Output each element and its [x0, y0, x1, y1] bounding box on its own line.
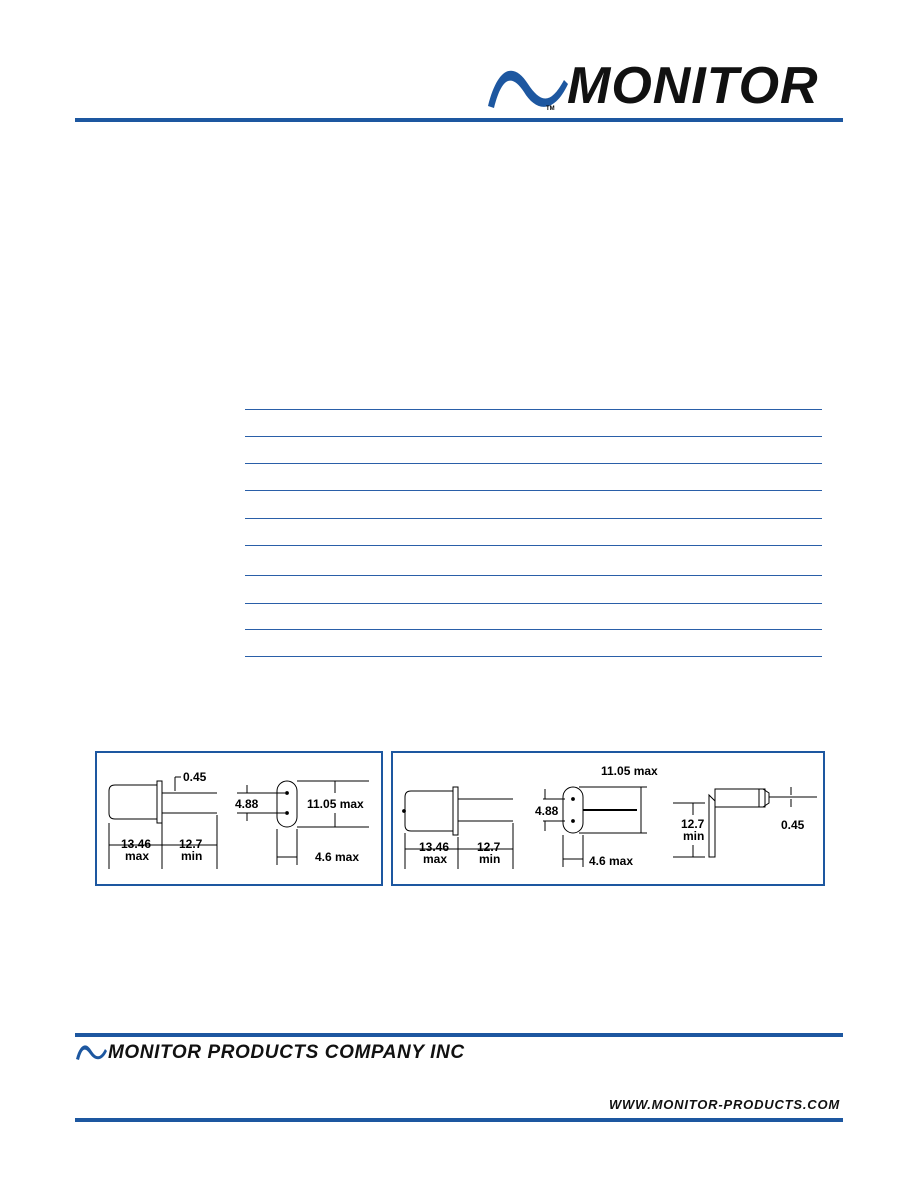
website-url: WWW.MONITOR-PRODUCTS.COM	[608, 1097, 840, 1112]
lead-diameter-label: 0.45	[183, 770, 207, 784]
body-length-unit-label: max	[423, 852, 448, 866]
lead-length-label: 12.7	[477, 840, 501, 854]
lead-length-unit-label: min	[479, 852, 501, 866]
dimension-drawing-bent-lead	[391, 751, 825, 886]
lead-length-label: 12.7	[179, 837, 203, 851]
width-label: 4.6 max	[589, 854, 634, 868]
lead-length-unit-label: min	[181, 849, 203, 863]
spec-table-rule	[245, 629, 822, 630]
spec-table-rule	[245, 463, 822, 464]
spec-table-rule	[245, 603, 822, 604]
brand-wordmark: MONITOR	[567, 57, 819, 115]
body-length-unit-label: max	[125, 849, 150, 863]
monitor-wave-icon	[75, 1042, 109, 1062]
lead-diameter-label: 0.45	[781, 818, 805, 832]
height-label: 11.05 max	[601, 764, 658, 778]
footer-bottom-divider	[75, 1118, 843, 1122]
pin-spacing-label: 4.88	[535, 804, 559, 818]
body-length-label: 13.46	[419, 840, 450, 854]
spec-table-rule	[245, 436, 822, 437]
crystal-outline-drawing	[97, 753, 381, 884]
footer-divider	[75, 1033, 843, 1037]
spec-table-rule	[245, 518, 822, 519]
crystal-bent-lead-drawing	[393, 753, 823, 884]
bend-length-unit-label: min	[683, 829, 705, 843]
dimension-drawing-standard	[95, 751, 383, 886]
height-label: 11.05 max	[307, 797, 364, 811]
company-name: MONITOR PRODUCTS COMPANY INC	[108, 1042, 465, 1063]
pin-spacing-label: 4.88	[235, 797, 259, 811]
body-length-label: 13.46	[121, 837, 152, 851]
spec-table-rule	[245, 409, 822, 410]
width-label: 4.6 max	[315, 850, 360, 864]
bend-length-label: 12.7	[681, 817, 705, 831]
header-divider	[75, 118, 843, 122]
spec-table-rule	[245, 656, 822, 657]
spec-table-rule	[245, 545, 822, 546]
svg-text:TM: TM	[546, 106, 555, 112]
spec-table-rule	[245, 490, 822, 491]
spec-table-rule	[245, 575, 822, 576]
